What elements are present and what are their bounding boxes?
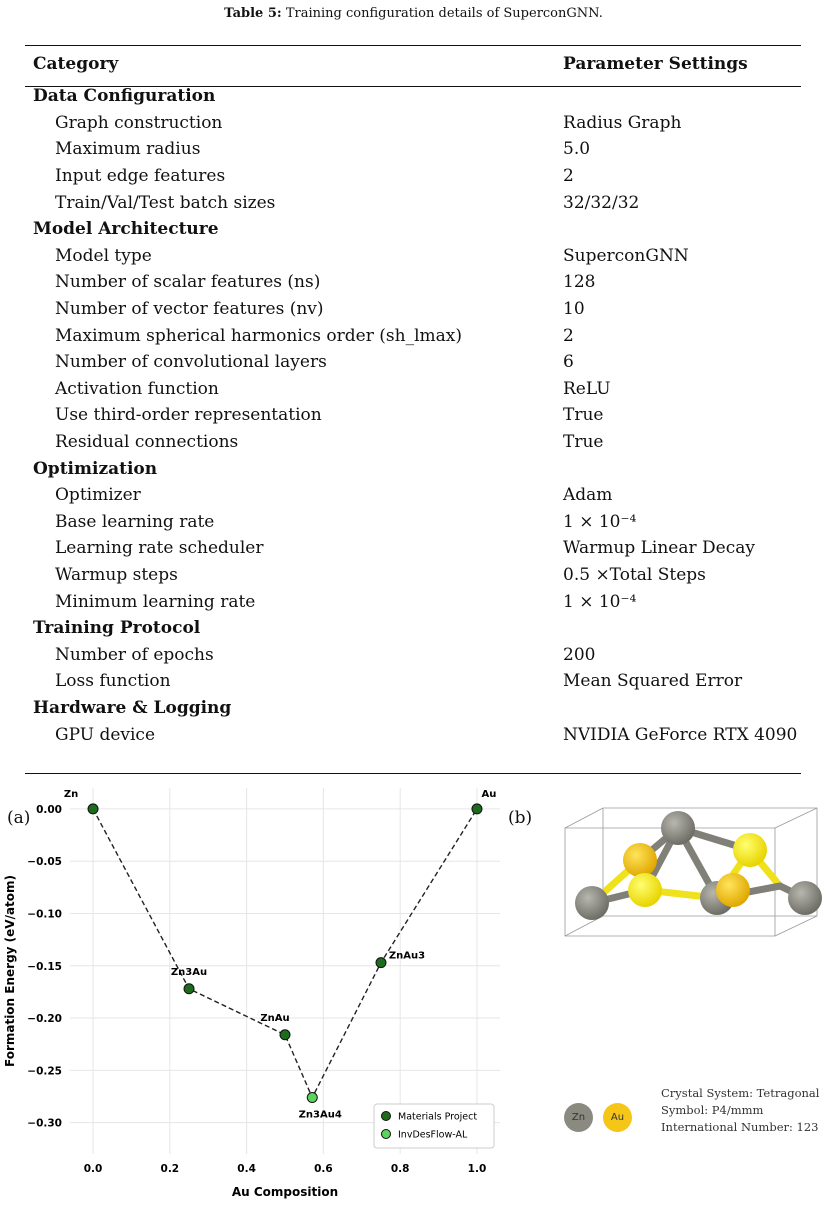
table-row — [25, 189, 801, 216]
y-tick-label: −0.15 — [27, 960, 62, 973]
parameter-value: 1 × 10⁻⁴ — [563, 511, 637, 532]
table-row — [25, 322, 801, 349]
header-category: Category — [33, 54, 119, 74]
parameter-name: Maximum radius — [55, 139, 201, 160]
parameter-name: Graph construction — [55, 112, 223, 133]
parameter-name: Activation function — [55, 378, 219, 399]
table-row — [25, 376, 801, 403]
y-tick-label: −0.30 — [27, 1117, 62, 1130]
legend-marker — [382, 1112, 391, 1121]
x-tick-label: 0.2 — [160, 1163, 180, 1175]
point-label: Zn3Au4 — [298, 1109, 342, 1121]
au-legend-ball: Au — [603, 1103, 632, 1132]
y-tick-label: −0.05 — [27, 856, 62, 869]
header-parameter-settings: Parameter Settings — [563, 54, 748, 74]
zn-atom — [575, 886, 609, 920]
table-row — [25, 402, 801, 429]
parameter-name: Maximum spherical harmonics order (sh_lmax) — [55, 325, 462, 346]
y-tick-label: −0.10 — [27, 908, 62, 921]
section-title: Training Protocol — [33, 618, 201, 639]
table-row — [25, 482, 801, 509]
y-tick-label: −0.20 — [27, 1013, 62, 1026]
table-row — [25, 429, 801, 456]
table-caption — [0, 6, 827, 21]
parameter-value: Radius Graph — [563, 112, 682, 133]
au-atom — [623, 843, 657, 877]
data-point — [307, 1093, 317, 1103]
table-row — [25, 110, 801, 137]
section-row — [25, 615, 801, 642]
formation-energy-chart — [0, 780, 510, 1199]
crystal-structure-image — [555, 808, 825, 978]
zn-legend-ball: Zn — [564, 1103, 593, 1132]
panel-b-label: (b) — [508, 808, 533, 828]
point-label: Au — [481, 788, 497, 800]
table-row — [25, 243, 801, 270]
table-row — [25, 668, 801, 695]
x-tick-label: 1.0 — [467, 1163, 487, 1175]
parameter-name: Model type — [55, 245, 152, 266]
parameter-value: Warmup Linear Decay — [563, 538, 755, 559]
parameter-name: Use third-order representation — [55, 405, 322, 426]
parameter-value: NVIDIA GeForce RTX 4090 — [563, 724, 798, 745]
parameter-name: Learning rate scheduler — [55, 538, 264, 559]
data-point — [472, 804, 482, 814]
parameter-name: Input edge features — [55, 166, 226, 187]
parameter-value: 6 — [563, 352, 574, 373]
table-row — [25, 163, 801, 190]
parameter-value: 10 — [563, 299, 585, 320]
parameter-value: 1 × 10⁻⁴ — [563, 591, 637, 612]
au-atom — [716, 873, 750, 907]
parameter-name: Loss function — [55, 671, 171, 692]
parameter-name: Number of vector features (nv) — [55, 299, 324, 320]
table-header-row — [25, 45, 801, 83]
zn-atom — [661, 811, 695, 845]
parameter-value: 128 — [563, 272, 596, 293]
table-row — [25, 641, 801, 668]
parameter-value: 2 — [563, 166, 574, 187]
section-title: Optimization — [33, 458, 158, 479]
table-body — [25, 83, 801, 748]
parameter-value: 32/32/32 — [563, 192, 640, 213]
data-point — [376, 958, 386, 968]
data-point — [88, 804, 98, 814]
point-label: ZnAu — [260, 1012, 290, 1024]
y-tick-label: 0.00 — [36, 803, 62, 816]
x-tick-label: 0.8 — [390, 1163, 410, 1175]
parameter-name: Residual connections — [55, 432, 239, 453]
parameter-value: True — [563, 405, 604, 426]
table-bottom-rule — [25, 773, 801, 774]
parameter-value: 5.0 — [563, 139, 591, 160]
parameter-name: Warmup steps — [55, 564, 178, 585]
legend-marker — [382, 1130, 391, 1139]
x-axis-label: Au Composition — [231, 1185, 339, 1199]
parameter-value: True — [563, 432, 604, 453]
data-point — [184, 984, 194, 994]
x-tick-label: 0.0 — [83, 1163, 103, 1175]
point-label: ZnAu3 — [388, 950, 426, 962]
crystal-number-text: International Number: 123 — [661, 1120, 819, 1134]
point-label: Zn — [63, 788, 79, 800]
table-row — [25, 136, 801, 163]
table-row — [25, 349, 801, 376]
section-title: Hardware & Logging — [33, 697, 232, 718]
table-caption-text: Training configuration details of SuperconGNN. — [285, 6, 603, 21]
parameter-name: Minimum learning rate — [55, 591, 256, 612]
x-tick-label: 0.4 — [237, 1163, 256, 1175]
crystal-symbol-text: Symbol: P4/mmm — [661, 1103, 764, 1117]
y-tick-label: −0.25 — [27, 1065, 62, 1078]
point-label: Zn3Au — [170, 966, 208, 978]
table-row — [25, 269, 801, 296]
parameter-name: Number of scalar features (ns) — [55, 272, 321, 293]
parameter-value: Adam — [563, 485, 613, 506]
parameter-value: Mean Squared Error — [563, 671, 743, 692]
crystal-system-text: Crystal System: Tetragonal — [661, 1086, 820, 1100]
table-row — [25, 509, 801, 536]
legend-label: Materials Project — [398, 1111, 478, 1123]
parameter-name: Train/Val/Test batch sizes — [55, 192, 276, 213]
x-tick-label: 0.6 — [314, 1163, 333, 1175]
table-row — [25, 535, 801, 562]
table-row — [25, 588, 801, 615]
parameter-name: Number of convolutional layers — [55, 352, 327, 373]
section-title: Data Configuration — [33, 86, 216, 107]
au-atom — [733, 833, 767, 867]
parameter-name: Base learning rate — [55, 511, 215, 532]
section-row — [25, 455, 801, 482]
section-row — [25, 216, 801, 243]
table-row — [25, 296, 801, 323]
table-caption-label: Table 5: — [224, 6, 282, 21]
table-row — [25, 562, 801, 589]
section-row — [25, 695, 801, 722]
config-table — [25, 45, 801, 748]
y-axis-label: Formation Energy (eV/atom) — [3, 874, 17, 1068]
au-atom — [628, 873, 662, 907]
data-point — [280, 1030, 290, 1040]
section-row — [25, 83, 801, 110]
parameter-value: 200 — [563, 644, 596, 665]
parameter-value: ReLU — [563, 378, 611, 399]
parameter-name: Optimizer — [55, 485, 141, 506]
legend-label: InvDesFlow-AL — [398, 1129, 468, 1141]
parameter-value: 2 — [563, 325, 574, 346]
parameter-value: 0.5 ×Total Steps — [563, 564, 706, 585]
zn-atom — [788, 881, 822, 915]
parameter-name: Number of epochs — [55, 644, 214, 665]
parameter-value: SuperconGNN — [563, 245, 689, 266]
panel-a-label: (a) — [7, 808, 31, 828]
section-title: Model Architecture — [33, 219, 219, 240]
table-row — [25, 721, 801, 748]
parameter-name: GPU device — [55, 724, 156, 745]
